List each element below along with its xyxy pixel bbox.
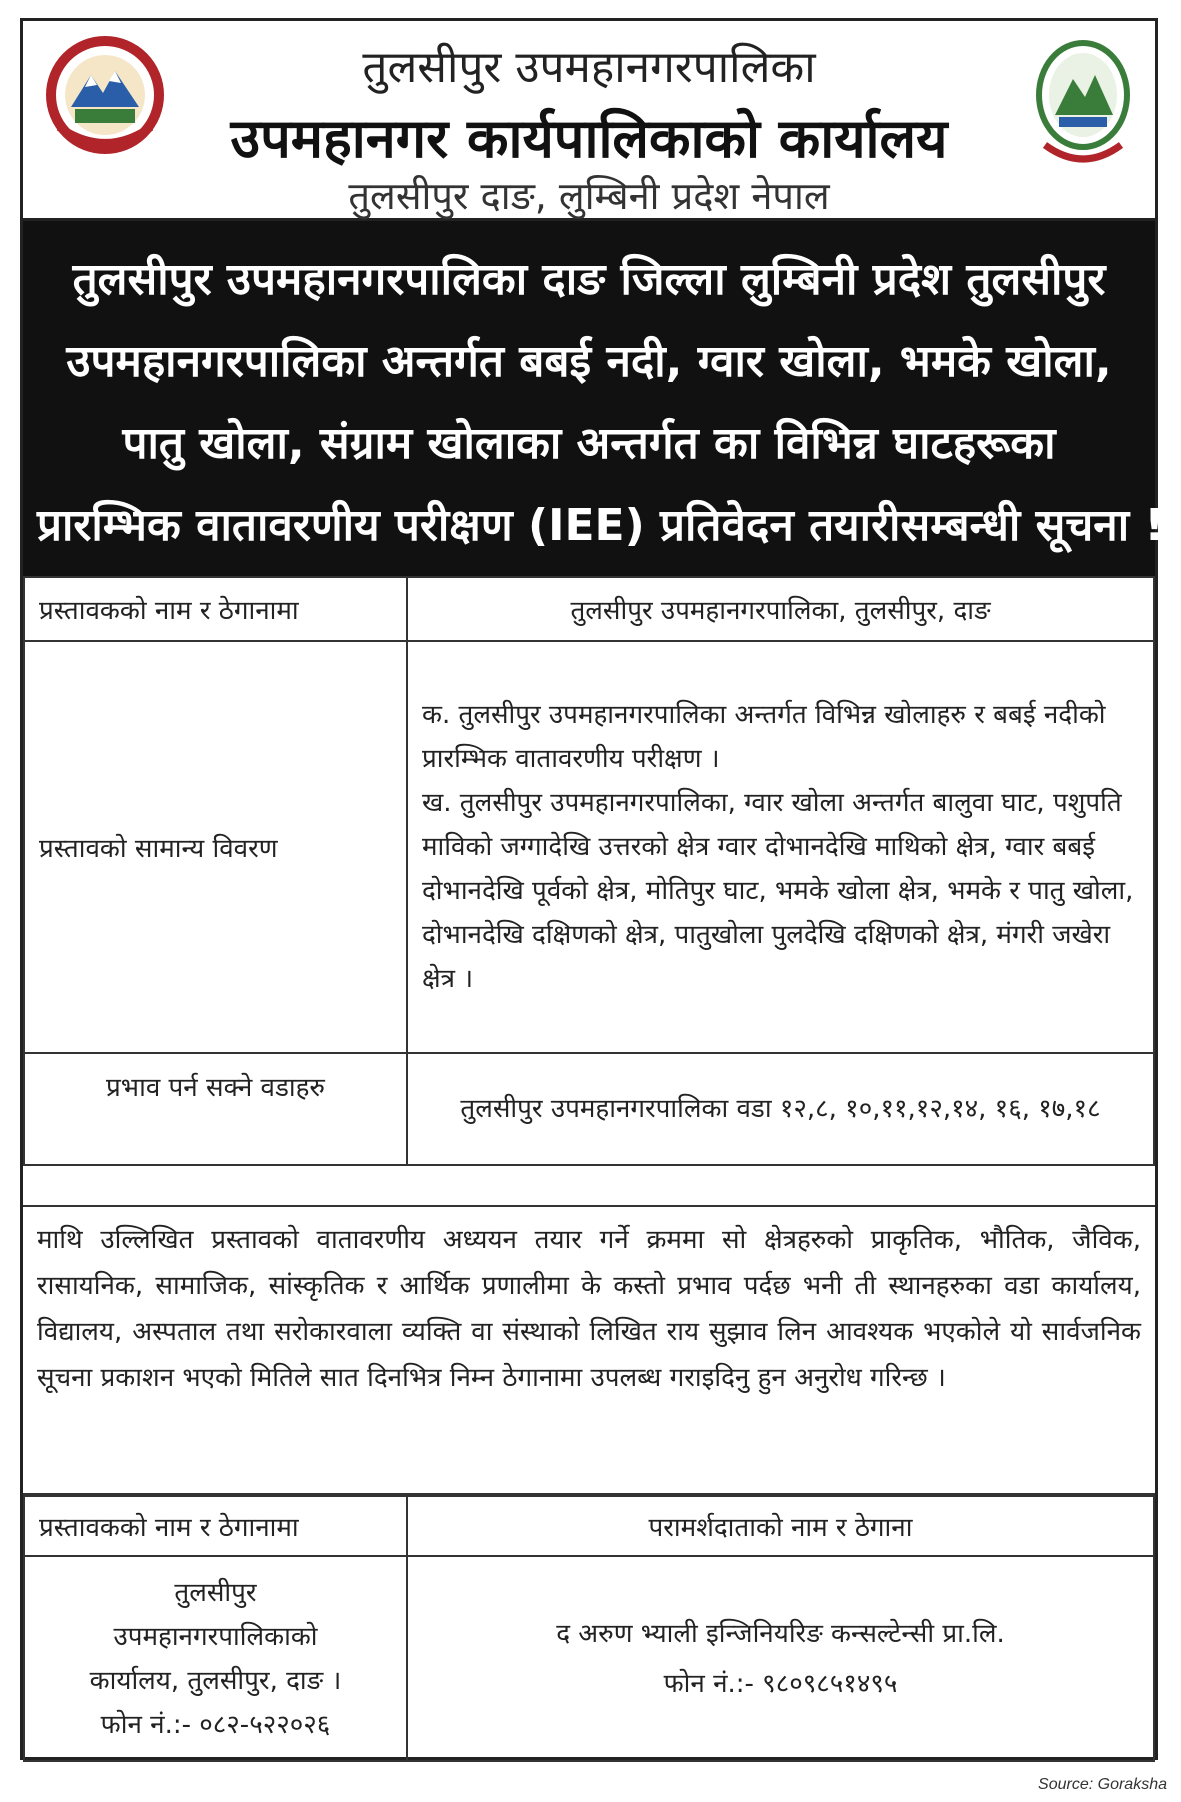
proposer-phone: फोन नं.:- ०८२-५२२०२६ bbox=[100, 1709, 331, 1740]
banner-line: तुलसीपुर उपमहानगरपालिका दाङ जिल्ला लुम्बिनी प्रदेश तुलसीपुर bbox=[72, 254, 1106, 305]
proposer-contact bbox=[24, 1556, 407, 1761]
affected-wards-value: तुलसीपुर उपमहानगरपालिका वडा १२,८, १०,११,१२,१४, १६, १७,१८ bbox=[407, 1053, 1154, 1165]
consultant-phone: फोन नं.:- ९८०९८५१४९५ bbox=[663, 1668, 898, 1699]
banner-line: प्रारम्भिक वातावरणीय परीक्षण (IEE) प्रतिवेदन तयारीसम्बन्धी सूचना ! bbox=[37, 500, 1165, 551]
table-row bbox=[24, 1053, 1154, 1165]
proposer-label: प्रस्तावकको नाम र ठेगानामा bbox=[24, 577, 407, 641]
municipality-name: तुलसीपुर उपमहानगरपालिका bbox=[362, 42, 816, 93]
description-item-b: ख. तुलसीपुर उपमहानगरपालिका, ग्वार खोला अन्तर्गत बालुवा घाट, पशुपति माविको जग्गादेखि उत्तरको क्षेत्र ग्वार दोभानदेखि माथिको क्षेत्र, ग्वार बबई दोभानदेखि पूर्वको क्षेत्र, मोतिपुर घाट, भमके खोला क्षेत्र, भमके र पातु खोला, दोभानदेखि दक्षिणको क्षेत्र, पातुखोला पुलदेखि दक्षिणको क्षेत्र, मंगरी जखेरा क्षेत्र । bbox=[422, 788, 1134, 994]
table-row bbox=[24, 641, 1154, 1053]
table-row bbox=[24, 1556, 1154, 1761]
contact-table bbox=[23, 1495, 1155, 1762]
notice-frame bbox=[20, 18, 1165, 1760]
proposer-contact-line: तुलसीपुर bbox=[174, 1577, 257, 1608]
table-row bbox=[24, 577, 1154, 641]
banner-line: पातु खोला, संग्राम खोलाका अन्तर्गत का विभिन्न घाटहरूका bbox=[122, 418, 1056, 469]
table-row bbox=[24, 1496, 1154, 1556]
source-credit: Source: Goraksha bbox=[1038, 1776, 1167, 1793]
proposer-value: तुलसीपुर उपमहानगरपालिका, तुलसीपुर, दाङ bbox=[407, 577, 1154, 641]
affected-wards-label: प्रभाव पर्न सक्ने वडाहरु bbox=[24, 1053, 407, 1165]
proposal-details-table bbox=[23, 576, 1155, 1166]
proposer-contact-line: उपमहानगरपालिकाको bbox=[113, 1621, 318, 1652]
office-title: उपमहानगर कार्यपालिकाको कार्यालय bbox=[230, 107, 948, 170]
banner-line: उपमहानगरपालिका अन्तर्गत बबई नदी, ग्वार खोला, भमके खोला, bbox=[66, 336, 1112, 387]
office-address: तुलसीपुर दाङ, लुम्बिनी प्रदेश नेपाल bbox=[348, 174, 830, 218]
description-label: प्रस्तावको सामान्य विवरण bbox=[24, 641, 407, 1053]
proposer-address-header: प्रस्तावकको नाम र ठेगानामा bbox=[24, 1496, 407, 1556]
notice-title-banner bbox=[23, 221, 1165, 576]
notice-body-paragraph: माथि उल्लिखित प्रस्तावको वातावरणीय अध्ययन तयार गर्ने क्रममा सो क्षेत्रहरुको प्राकृतिक, भौतिक, जैविक, रासायनिक, सामाजिक, सांस्कृतिक र आर्थिक प्रणालीमा के कस्तो प्रभाव पर्दछ भनी ती स्थानहरुका वडा कार्यालय, विद्यालय, अस्पताल तथा सरोकारवाला व्यक्ति वा संस्थाको लिखित राय सुझाव लिन आवश्यक भएकोले यो सार्वजनिक सूचना प्रकाशन भएको मितिले सात दिनभित्र निम्न ठेगानामा उपलब्ध गराइदिनु हुन अनुरोध गरिन्छ । bbox=[23, 1205, 1155, 1495]
consultant-contact bbox=[407, 1556, 1154, 1761]
consultant-name: द अरुण भ्याली इन्जिनियरिङ कन्सल्टेन्सी प्रा.लि. bbox=[556, 1618, 1005, 1649]
description-value bbox=[407, 641, 1154, 1053]
proposer-contact-line: कार्यालय, तुलसीपुर, दाङ । bbox=[89, 1665, 342, 1696]
notice-header bbox=[23, 21, 1155, 221]
consultant-address-header: परामर्शदाताको नाम र ठेगाना bbox=[407, 1496, 1154, 1556]
municipality-logo-icon bbox=[1033, 35, 1133, 175]
description-item-a: क. तुलसीपुर उपमहानगरपालिका अन्तर्गत विभिन्न खोलाहरु र बबई नदीको प्रारम्भिक वातावरणीय परीक्षण । bbox=[422, 700, 1106, 774]
